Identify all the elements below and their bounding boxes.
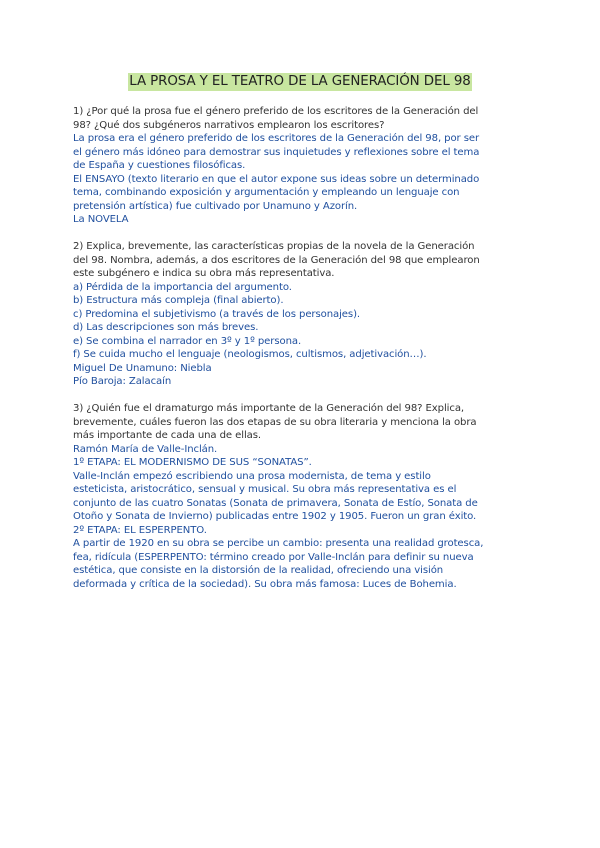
title-wrap xyxy=(0,70,600,91)
answer-1-line: tema, combinando exposición y argumentación y empleando un lenguaje con xyxy=(73,187,460,198)
question-3-line: más importante de cada una de ellas. xyxy=(73,430,262,441)
question-1-line: 1) ¿Por qué la prosa fue el género preferido de los escritores de la Generación del xyxy=(73,106,479,117)
answer-3-line: fea, ridícula (ESPERPENTO: término creado por Valle-Inclán para definir su nueva xyxy=(73,551,474,563)
content xyxy=(73,105,528,591)
answer-3-line: conjunto de las cuatro Sonatas (Sonata de primavera, Sonata de Estío, Sonata de xyxy=(73,497,478,509)
question-1-line: 98? ¿Qué dos subgéneros narrativos emplearon los escritores? xyxy=(73,119,385,131)
question-2-line: 2) Explica, brevemente, las características propias de la novela de la Generación xyxy=(73,241,475,252)
answer-2-line: Pío Baroja: Zalacaín xyxy=(73,376,172,387)
answer-2-line: b) Estructura más compleja (final abierto). xyxy=(73,295,284,306)
answer-1-line: El ENSAYO (texto literario en que el autor expone sus ideas sobre un determinado xyxy=(73,173,480,185)
spacer xyxy=(73,227,528,241)
answer-2-line: d) Las descripciones son más breves. xyxy=(73,322,259,333)
answer-3-line: estética, que consiste en la distorsión de la realidad, ofreciendo una visión xyxy=(73,565,444,576)
answer-3-line: 2º ETAPA: EL ESPERPENTO. xyxy=(73,524,207,536)
question-2-line: del 98. Nombra, además, a dos escritores de la Generación del 98 que emplearon xyxy=(73,254,480,266)
answer-2-line: f) Se cuida mucho el lenguaje (neologismos, cultismos, adjetivación…). xyxy=(73,349,427,360)
answer-3-line: Valle-Inclán empezó escribiendo una prosa modernista, de tema y estilo xyxy=(73,470,431,482)
answer-3-line: esteticista, aristocrático, sensual y musical. Su obra más representativa es el xyxy=(73,484,457,495)
answer-3-line: Ramón María de Valle-Inclán. xyxy=(73,443,218,455)
question-3-line: 3) ¿Quién fue el dramaturgo más importante de la Generación del 98? Explica, xyxy=(73,403,465,414)
answer-1-line: pretensión artística) fue cultivado por Unamuno y Azorín. xyxy=(73,200,358,212)
answer-2-line: a) Pérdida de la importancia del argumento. xyxy=(73,281,292,293)
answer-3-line: deformada y crítica de la sociedad). Su obra más famosa: Luces de Bohemia. xyxy=(73,578,457,590)
answer-3-line: Otoño y Sonata de Invierno) publicadas entre 1902 y 1905. Fueron un gran éxito. xyxy=(73,511,477,522)
answer-3-line: A partir de 1920 en su obra se percibe un cambio: presenta una realidad grotesca, xyxy=(73,538,484,549)
answer-2-line: Miguel De Unamuno: Niebla xyxy=(73,362,212,374)
spacer xyxy=(73,389,528,403)
answer-3-line: 1º ETAPA: EL MODERNISMO DE SUS “SONATAS”. xyxy=(73,457,312,468)
answer-1-line: de España y cuestiones filosóficas. xyxy=(73,160,246,171)
answer-2-line: c) Predomina el subjetivismo (a través de los personajes). xyxy=(73,308,361,320)
question-3-line: brevemente, cuáles fueron las dos etapas de su obra literaria y menciona la obra xyxy=(73,416,477,428)
answer-2-line: e) Se combina el narrador en 3º y 1º persona. xyxy=(73,335,302,347)
answer-1-line: el género más idóneo para demostrar sus inquietudes y reflexiones sobre el tema xyxy=(73,146,480,158)
answer-1-line: La NOVELA xyxy=(73,214,129,225)
question-2-line: este subgénero e indica su obra más representativa. xyxy=(73,268,335,279)
answer-1-line: La prosa era el género preferido de los escritores de la Generación del 98, por ser xyxy=(73,133,480,144)
page-title: LA PROSA Y EL TEATRO DE LA GENERACIÓN DEL 98 xyxy=(129,74,471,89)
